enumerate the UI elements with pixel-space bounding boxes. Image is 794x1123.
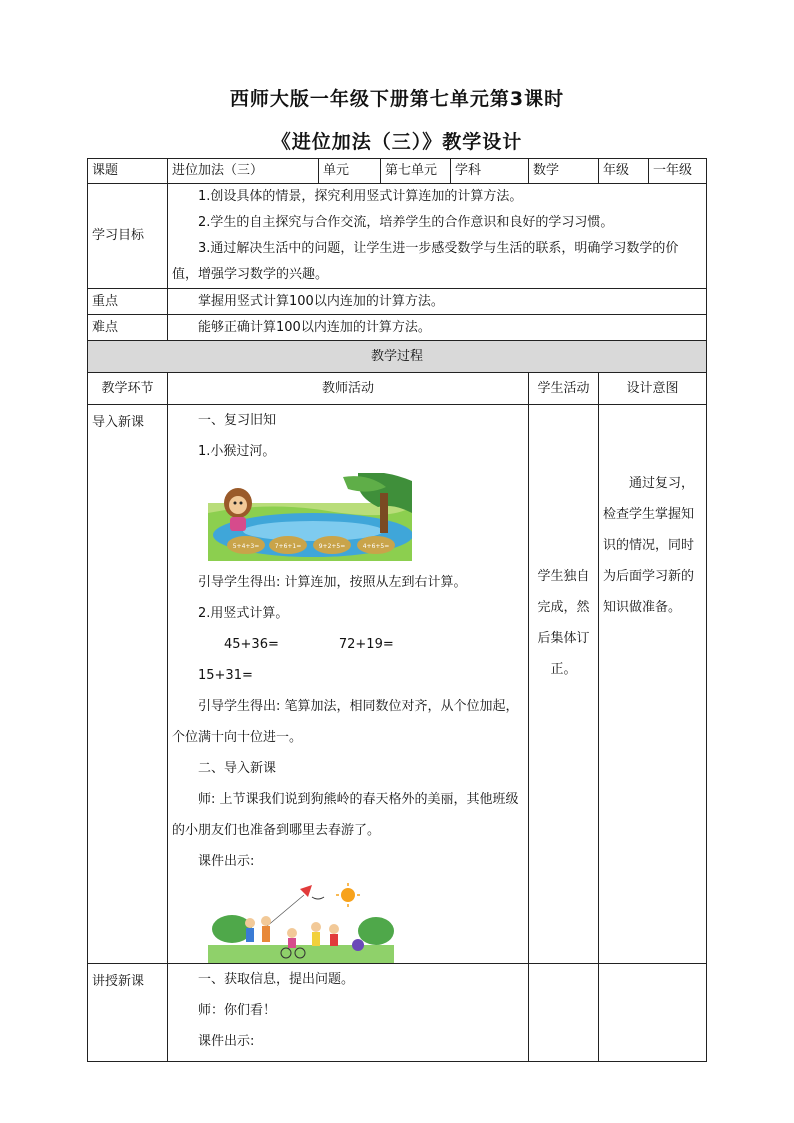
- section-intro-row: [88, 405, 707, 964]
- col-student: 学生活动: [529, 373, 599, 405]
- col-stage: 教学环节: [88, 373, 168, 405]
- difficulty-label: 难点: [88, 315, 168, 341]
- document-title: 西师大版一年级下册第七单元第3课时: [229, 88, 565, 110]
- info-row: [88, 159, 707, 184]
- design-intent-intro: 通过复习，检查学生掌握知识的情况，同时为后面学习新的知识做准备。: [599, 405, 707, 964]
- text-line: 2.用竖式计算。: [198, 606, 289, 621]
- text-line: 引导学生得出: 笔算加法，相同数位对齐，从个位加起，个位满十向十位进一。: [172, 699, 519, 745]
- subject-value: 数学: [529, 159, 599, 184]
- goals-content: [168, 184, 707, 289]
- goal-item: 2.学生的自主探究与合作交流，培养学生的合作意识和良好的学习习惯。: [198, 215, 614, 230]
- text-line: 二、导入新课: [198, 761, 277, 776]
- student-activity-intro: 学生独自完成，然后集体订正。: [529, 405, 599, 964]
- formula-line: [172, 629, 524, 691]
- key-point-text: 掌握用竖式计算100以内连加的计算方法。: [168, 289, 707, 315]
- text-line: 师：你们看！: [198, 1003, 277, 1018]
- difficulty-row: [88, 315, 707, 341]
- teacher-activity-teach: [168, 964, 529, 1062]
- document-subtitle: 《进位加法（三）》教学设计: [271, 131, 523, 153]
- stage-intro: 导入新课: [88, 405, 168, 964]
- formula: 45+36=: [224, 637, 279, 652]
- student-activity-teach: [529, 964, 599, 1062]
- topic-label: 课题: [88, 159, 168, 184]
- section-teach-row: [88, 964, 707, 1062]
- subject-label: 学科: [451, 159, 529, 184]
- text-line: 一、获取信息，提出问题。: [198, 972, 355, 987]
- stone-equation-3: 9+2+5=: [318, 543, 346, 550]
- unit-value: 第七单元: [381, 159, 451, 184]
- topic-value: 进位加法（三）: [168, 159, 319, 184]
- text-line: 一、复习旧知: [198, 413, 277, 428]
- lesson-plan-table: [87, 158, 707, 1062]
- key-point-label: 重点: [88, 289, 168, 315]
- text-line: 1.小猴过河。: [198, 444, 276, 459]
- grade-value: 一年级: [649, 159, 707, 184]
- design-intent-teach: [599, 964, 707, 1062]
- process-title: 教学过程: [88, 341, 707, 373]
- difficulty-text: 能够正确计算100以内连加的计算方法。: [168, 315, 707, 341]
- stage-teach: 讲授新课: [88, 964, 168, 1062]
- teacher-activity-intro: [168, 405, 529, 964]
- stone-equation-1: 5+4+3=: [232, 543, 260, 550]
- formula: 72+19=: [338, 637, 394, 652]
- goals-row: [88, 184, 707, 289]
- stone-equation-4: 4+6+5=: [362, 543, 390, 550]
- goals-label: 学习目标: [88, 184, 168, 289]
- goal-item: 1.创设具体的情景，探究利用竖式计算连加的计算方法。: [198, 189, 523, 204]
- col-teacher: 教师活动: [168, 373, 529, 405]
- text-line: 师: 上节课我们说到狗熊岭的春天格外的美丽，其他班级的小朋友们也准备到哪里去春游了。: [172, 792, 519, 838]
- monkey-crossing-river-image: [208, 473, 412, 561]
- text-line: 引导学生得出: 计算连加，按照从左到右计算。: [198, 575, 467, 590]
- text-line: 课件出示:: [198, 854, 255, 869]
- key-point-row: [88, 289, 707, 315]
- goal-item: 3.通过解决生活中的问题，让学生进一步感受数学与生活的联系，明确学习数学的价值，增强学习数学的兴趣。: [172, 241, 679, 282]
- spring-outing-image: [208, 883, 394, 963]
- process-header-row: [88, 341, 707, 373]
- text-line: 课件出示:: [198, 1034, 255, 1049]
- process-columns-row: [88, 373, 707, 405]
- col-intent: 设计意图: [599, 373, 707, 405]
- stone-equation-2: 7+6+1=: [274, 543, 302, 550]
- grade-label: 年级: [599, 159, 649, 184]
- unit-label: 单元: [319, 159, 381, 184]
- formula: 15+31=: [198, 668, 253, 683]
